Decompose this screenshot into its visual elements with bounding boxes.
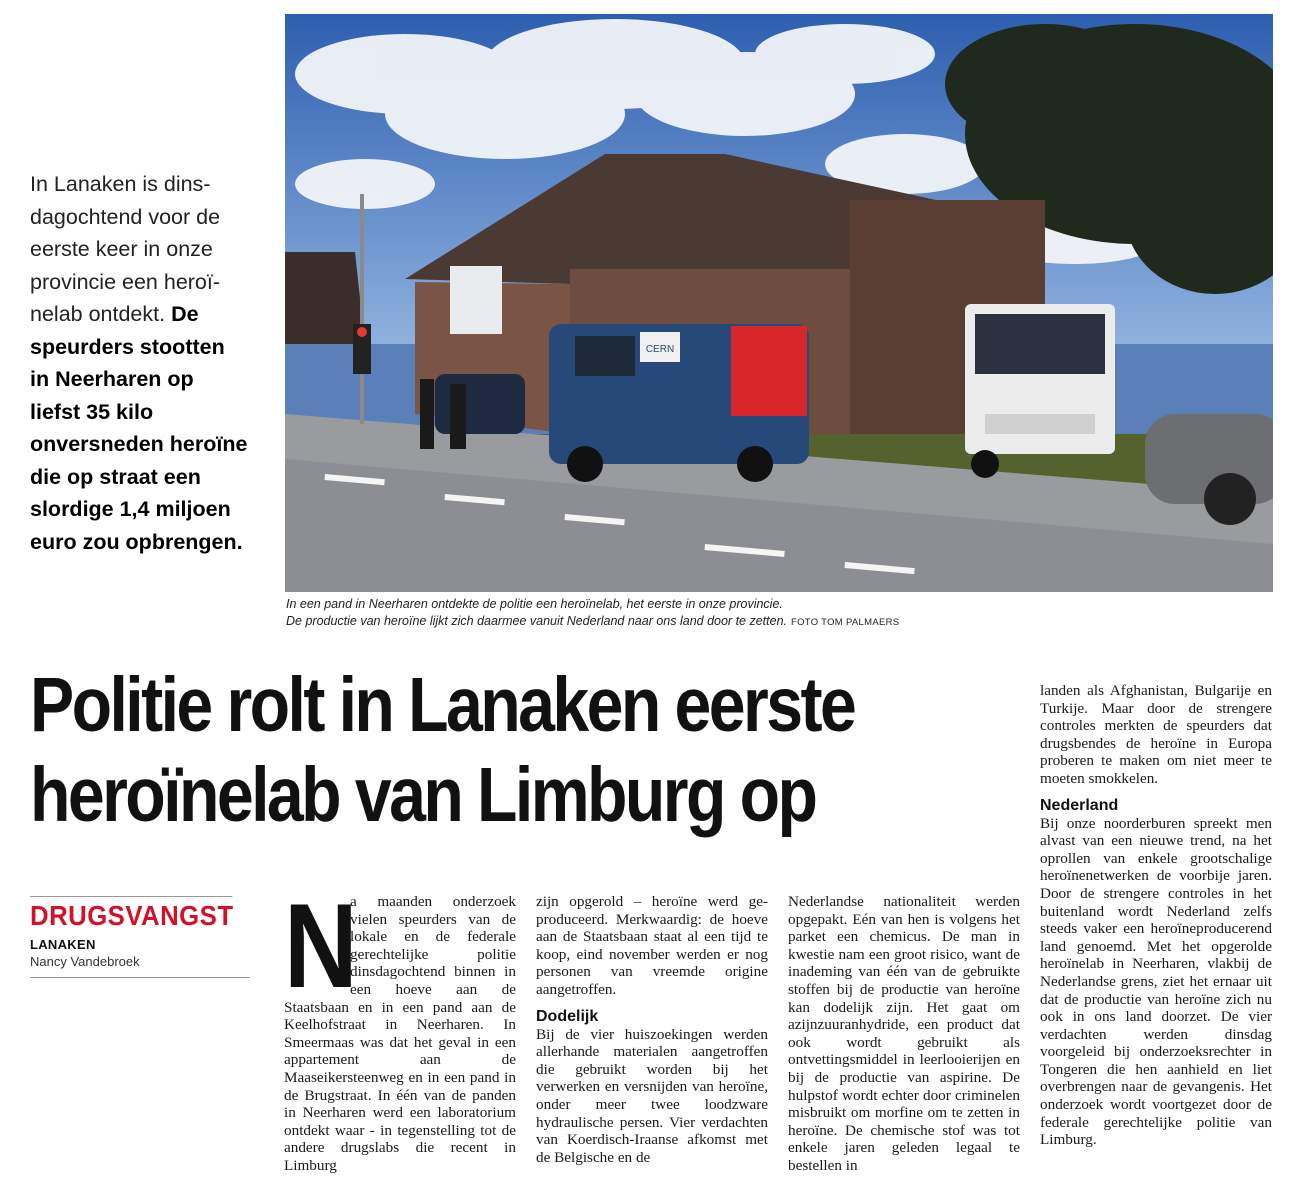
body-column-3	[788, 893, 1020, 1175]
caption-line-2: De productie van heroïne lijkt zich daarmee vanuit Nederland naar ons land door te zetten.	[286, 613, 787, 628]
body-paragraph-5: landen als Afghanistan, Bulgarije en Turkije. Maar door de strengere controles merkten de speurders dat drugsbendes de heroïne in Europa proberen te maken om niet meer te moeten smokkelen.	[1040, 682, 1272, 787]
body-paragraph-6: Bij onze noorderburen spreekt men alvast van een nieuwe trend, na het oprollen van enkele grootschalige heroïnenetwerken de voorbije jaren. Door de strengere controles in het buitenland wordt Nederland zelfs steeds vaker een heroïneproducerend land genoemd. Met het opgerolde heroïnelab in Neerharen, vlakbij de Nederlandse grens, ziet het ernaar uit dat de productie van heroïne zich nu ook in ons land doorzet. De vier verdachten werden dinsdag voorgeleid bij onderzoeksrechter in Tongeren die hen aanhield en liet overbrengen naar de gevangenis. Het onderzoek wordt voortgezet door de federale gerechtelijke politie van Limburg.	[1040, 814, 1272, 1149]
intro-text	[30, 168, 248, 558]
headline-line-1: Politie rolt in Lanaken eerste	[30, 662, 855, 748]
subhead-dodelijk: Dodelijk	[536, 1007, 599, 1025]
body-paragraph-3: Bij de vier huiszoekingen werden allerhande materialen aangetroffen die gebruikt worden bij het verwerken en versnijden van heroïne, onder meer twee loodzware hydraulische persen. Vier verdachten van Koerdisch-Iraanse afkomst met de Belgische en de	[536, 1025, 768, 1166]
white-truck	[965, 304, 1115, 478]
photo-caption	[286, 596, 1276, 631]
dark-car	[435, 374, 525, 434]
author: Nancy Vandebroek	[30, 954, 250, 978]
body-column-1	[284, 879, 516, 1175]
photo-credit: FOTO TOM PALMAERS	[791, 616, 900, 628]
photo-illustration	[285, 14, 1273, 592]
byline	[30, 896, 250, 978]
body-paragraph-4: Nederlandse nationaliteit werden opgepakt. Eén van hen is volgens het parket een chemicus. De man in kwestie nam een groot risico, want de inademing van één van de gebruikte stoffen bij de productie van heroïne kan dodelijk zijn. Het gaat om azijnzuuranhydride, een product dat ook wordt gebruikt als ontvettingsmiddel in leerlooierijen en bij de productie van aspirine. De hulpstof wordt echter door criminelen misbruikt om morfine om te zetten in heroïne. De chemische stof was tot enkele jaren geleden legaal te bestellen in	[788, 893, 1020, 1174]
body-column-2	[536, 893, 768, 1166]
intro-bold: De speurders stootten in Neerharen op liefst 35 kilo onversneden heroïne die op straat een slordige 1,4 miljoen euro zou opbrengen.	[30, 302, 248, 554]
headline	[30, 660, 890, 840]
kicker: DRUGSVANGST	[30, 896, 232, 933]
dateline-location: LANAKEN	[30, 937, 96, 952]
van-sign: CERN	[645, 344, 675, 355]
dropcap: N	[284, 879, 358, 1013]
body-column-4	[1040, 682, 1272, 1149]
caption-line-1: In een pand in Neerharen ontdekte de politie een heroïnelab, het eerste in onze provincie.	[286, 597, 783, 611]
body-paragraph-1: a maanden onderzoek vielen speurders van de lokale en de federale gerechtelijke politie dinsdagochtend binnen in een hoeve aan de Staatsbaan en in een pand aan de Keelhofstraat in Neerharen. In Smeermaas was dat het geval in een appartement aan de Maaseikersteenweg en in een pand in de Brugstraat. In één van de panden in Neerharen werd een laboratorium ontdekt waar - in tegenstelling tot de andere drugslabs die recent in Limburg	[284, 893, 516, 1174]
billboard	[450, 266, 502, 334]
intro-lead: In Lanaken is dinsdagochtend voor de eerste keer in onze provincie een heroïnelab ontdekt.	[30, 172, 221, 326]
subhead-nederland: Nederland	[1040, 796, 1119, 814]
blue-van	[549, 324, 809, 482]
news-photo	[285, 14, 1273, 592]
headline-line-2: heroïnelab van Limburg op	[30, 752, 816, 838]
body-paragraph-2: zijn opgerold – heroïne werd geproduceerd. Merkwaardig: de hoeve aan de Staatsbaan staat al een tijd te koop, eind november werden er nog personen van vreemde origine aangetroffen.	[536, 893, 768, 998]
